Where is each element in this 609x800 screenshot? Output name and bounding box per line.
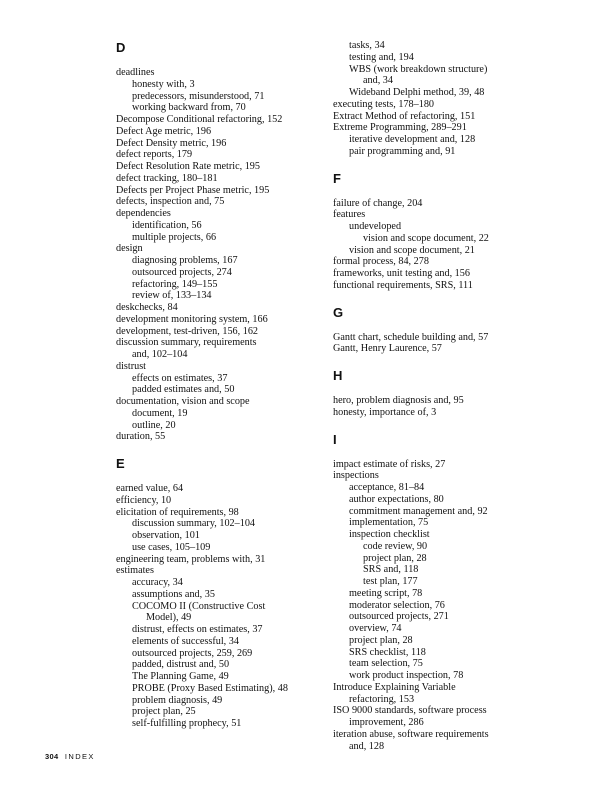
index-subentry: refactoring, 153 — [349, 693, 415, 705]
index-entry: honesty, importance of, 3 — [333, 406, 437, 418]
index-entry: functional requirements, SRS, 111 — [333, 279, 473, 291]
index-entry: distrust — [116, 360, 147, 372]
page-footer — [45, 752, 95, 761]
index-subentry: working backward from, 70 — [132, 102, 246, 114]
index-subentry: tasks, 34 — [349, 40, 385, 51]
index-entry: formal process, 84, 278 — [333, 256, 429, 268]
index-entry: defect reports, 179 — [116, 149, 193, 161]
index-entry: duration, 55 — [116, 431, 166, 443]
index-subentry: undeveloped — [349, 221, 402, 232]
index-entry: design — [116, 243, 143, 255]
index-subentry: diagnosing problems, 167 — [132, 255, 238, 266]
index-subentry: multiple projects, 66 — [132, 231, 217, 243]
index-entry: failure of change, 204 — [333, 197, 423, 209]
index-column-right — [333, 40, 583, 752]
index-subentry: discussion summary, 102–104 — [132, 518, 256, 530]
index-subentry: iterative development and, 128 — [349, 134, 476, 145]
index-subentry: moderator selection, 76 — [349, 599, 445, 611]
index-entry: Defect Density metric, 196 — [116, 137, 227, 149]
index-entry: deskchecks, 84 — [116, 302, 178, 313]
index-subentry: elements of successful, 34 — [132, 635, 239, 647]
index-subentry: author expectations, 80 — [349, 493, 444, 505]
index-subentry: team selection, 75 — [349, 658, 423, 670]
index-entry: elicitation of requirements, 98 — [116, 506, 239, 518]
index-entry: discussion summary, requirements — [116, 337, 257, 349]
index-subentry: SRS checklist, 118 — [349, 646, 426, 658]
index-entry: documentation, vision and scope — [116, 396, 250, 407]
index-entry: hero, problem diagnosis and, 95 — [333, 395, 464, 406]
index-subentry: testing and, 194 — [349, 51, 414, 63]
index-entry: features — [333, 209, 366, 221]
index-entry: estimates — [116, 565, 154, 577]
index-subentry: use cases, 105–109 — [132, 541, 211, 553]
section-letter-g: G — [333, 304, 344, 320]
index-entry: Defect Resolution Rate metric, 195 — [116, 161, 260, 172]
index-entry: defects, inspection and, 75 — [116, 196, 225, 208]
page-number: 304 — [45, 752, 59, 761]
index-entry: Extract Method of refactoring, 151 — [333, 110, 476, 122]
index-subentry: project plan, 28 — [349, 634, 413, 646]
index-entry: Gantt chart, schedule building and, 57 — [333, 331, 489, 343]
index-entry: inspections — [333, 470, 379, 482]
index-entry: Introduce Explaining Variable — [333, 681, 456, 693]
index-entry: ISO 9000 standards, software process — [333, 705, 487, 717]
running-head: INDEX — [64, 752, 95, 761]
index-entry: dependencies — [116, 208, 171, 219]
index-subentry: honesty with, 3 — [132, 78, 195, 90]
index-subentry: inspection checklist — [349, 529, 430, 540]
index-subentry: distrust, effects on estimates, 37 — [132, 624, 263, 635]
index-subentry: accuracy, 34 — [132, 577, 183, 588]
index-entry: development monitoring system, 166 — [116, 313, 268, 325]
index-subentry: commitment management and, 92 — [349, 505, 488, 517]
index-entry: impact estimate of risks, 27 — [333, 458, 446, 470]
index-entry: deadlines — [116, 67, 155, 78]
section-letter-d: D — [116, 40, 126, 55]
index-subentry: outsourced projects, 274 — [132, 266, 232, 278]
index-entry: frameworks, unit testing and, 156 — [333, 268, 470, 279]
index-subentry: vision and scope document, 21 — [349, 244, 475, 256]
index-subentry: improvement, 286 — [349, 717, 424, 728]
index-column-left — [116, 40, 320, 730]
index-subentry: project plan, 25 — [132, 706, 196, 718]
index-entry: executing tests, 178–180 — [333, 98, 435, 110]
index-entry: Gantt, Henry Laurence, 57 — [333, 343, 442, 355]
index-subentry: COCOMO II (Constructive Cost — [132, 600, 266, 612]
index-entry: engineering team, problems with, 31 — [116, 553, 266, 565]
index-subentry: and, 102–104 — [132, 349, 188, 360]
index-subentry: outsourced projects, 259, 269 — [132, 647, 253, 659]
index-subentry: meeting script, 78 — [349, 587, 423, 599]
index-entry: development, test-driven, 156, 162 — [116, 325, 259, 337]
index-entry: efficiency, 10 — [116, 494, 172, 506]
section-letter-h: H — [333, 368, 343, 383]
section-letter-i: I — [333, 431, 337, 447]
index-subentry: WBS (work breakdown structure) — [349, 63, 488, 75]
index-subentry: observation, 101 — [132, 530, 200, 541]
index-subentry: padded estimates and, 50 — [132, 384, 235, 396]
index-subentry: pair programming and, 91 — [349, 145, 456, 157]
index-entry: earned value, 64 — [116, 483, 184, 494]
section-letter-f: F — [333, 170, 341, 186]
section-letter-e: E — [116, 456, 125, 471]
index-subentry: SRS and, 118 — [363, 564, 419, 576]
index-subentry: effects on estimates, 37 — [132, 372, 228, 384]
index-subentry: test plan, 177 — [363, 576, 418, 587]
index-entry: Extreme Programming, 289–291 — [333, 122, 467, 134]
index-subentry: acceptance, 81–84 — [349, 482, 425, 493]
index-subentry: implementation, 75 — [349, 517, 429, 529]
index-subentry: work product inspection, 78 — [349, 670, 464, 681]
index-subentry: predecessors, misunderstood, 71 — [132, 90, 265, 102]
index-subentry: vision and scope document, 22 — [363, 232, 489, 244]
index-entry: Defects per Project Phase metric, 195 — [116, 184, 270, 196]
index-subentry: review of, 133–134 — [132, 290, 212, 302]
index-entry: Defect Age metric, 196 — [116, 125, 212, 137]
index-subentry: identification, 56 — [132, 219, 202, 231]
index-subentry: outsourced projects, 271 — [349, 611, 449, 623]
index-subentry: The Planning Game, 49 — [132, 671, 229, 682]
index-entry: iteration abuse, software requirements — [333, 728, 489, 740]
index-subentry: project plan, 28 — [363, 552, 427, 564]
index-subentry: document, 19 — [132, 407, 188, 419]
index-entry: defect tracking, 180–181 — [116, 172, 218, 184]
index-entry: Decompose Conditional refactoring, 152 — [116, 114, 283, 125]
index-subentry: padded, distrust and, 50 — [132, 659, 230, 671]
index-subentry: outline, 20 — [132, 419, 176, 431]
index-subentry: and, 34 — [363, 75, 393, 87]
index-subentry: overview, 74 — [349, 623, 402, 634]
index-subentry: and, 128 — [349, 740, 385, 752]
index-subentry: assumptions and, 35 — [132, 588, 215, 600]
index-subentry: Model), 49 — [146, 612, 192, 624]
index-subentry: refactoring, 149–155 — [132, 278, 218, 290]
index-subentry: problem diagnosis, 49 — [132, 694, 223, 706]
index-subentry: PROBE (Proxy Based Estimating), 48 — [132, 682, 288, 694]
index-subentry: self-fulfilling prophecy, 51 — [132, 718, 242, 729]
index-subentry: code review, 90 — [363, 540, 428, 552]
index-subentry: Wideband Delphi method, 39, 48 — [349, 87, 485, 98]
